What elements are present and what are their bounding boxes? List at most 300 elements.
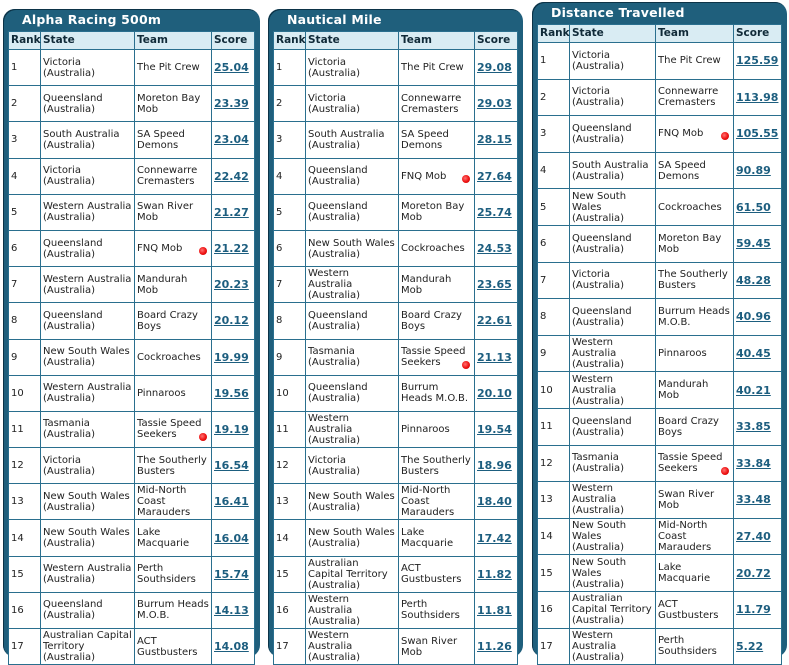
state-cell: South Australia (Australia) [41, 122, 135, 158]
rank-cell: 14 [9, 520, 41, 556]
rank-cell: 15 [274, 556, 306, 592]
rank-cell: 1 [274, 50, 306, 86]
rank-cell: 1 [9, 50, 41, 86]
rank-cell: 12 [274, 448, 306, 484]
table-body [538, 43, 782, 665]
state-cell: Australian Capital Territory (Australia) [41, 629, 135, 665]
team-cell [399, 86, 475, 122]
state-cell: South Australia (Australia) [570, 152, 656, 189]
team-name: Perth Southsiders [658, 635, 717, 658]
score-link[interactable]: 16.54 [214, 459, 249, 473]
team-cell [135, 375, 212, 411]
score-link[interactable]: 22.42 [214, 169, 249, 183]
table-row [274, 411, 518, 447]
column-header-state[interactable]: State [570, 25, 656, 43]
rank-cell: 17 [538, 628, 570, 665]
table-row [538, 299, 782, 336]
table-row [538, 482, 782, 519]
score-cell [475, 375, 518, 411]
table-row [274, 592, 518, 628]
team-name-wrap [401, 527, 472, 549]
score-cell [212, 592, 255, 628]
team-cell [399, 230, 475, 266]
team-name: Mid-North Coast Marauders [401, 485, 455, 519]
team-cell [135, 50, 212, 86]
score-link[interactable]: 21.13 [477, 350, 512, 364]
score-cell [475, 520, 518, 556]
score-cell [734, 152, 782, 189]
score-cell [212, 122, 255, 158]
team-name: SA Speed Demons [137, 128, 185, 151]
team-name-wrap [137, 599, 209, 621]
rank-cell: 16 [274, 592, 306, 628]
team-cell [656, 189, 734, 226]
leaderboard-table [537, 24, 782, 665]
score-link[interactable]: 11.81 [477, 603, 512, 617]
score-link[interactable]: 19.56 [214, 386, 249, 400]
state-cell: Victoria (Australia) [41, 158, 135, 194]
team-name-wrap [401, 599, 472, 621]
table-row [9, 375, 255, 411]
team-name-wrap [658, 599, 731, 621]
score-cell [212, 411, 255, 447]
score-link[interactable]: 33.85 [736, 420, 771, 434]
team-name-wrap [137, 563, 209, 585]
team-name: Mandurah Mob [658, 379, 709, 402]
team-name: FNQ Mob [658, 128, 704, 140]
score-cell [212, 86, 255, 122]
state-cell: New South Wales (Australia) [570, 189, 656, 226]
score-link[interactable]: 23.65 [477, 278, 512, 292]
team-name-wrap [401, 274, 472, 296]
team-name: Burrum Heads M.O.B. [401, 382, 469, 405]
score-link[interactable]: 24.53 [477, 242, 512, 256]
rank-cell: 13 [538, 482, 570, 519]
team-name: Burrum Heads M.O.B. [658, 305, 730, 328]
table-row [9, 592, 255, 628]
state-cell: Queensland (Australia) [41, 592, 135, 628]
rank-cell: 10 [274, 375, 306, 411]
column-header-score[interactable]: Score [734, 25, 782, 43]
state-cell: Queensland (Australia) [570, 225, 656, 262]
rank-cell: 17 [9, 629, 41, 665]
state-cell: Western Australia (Australia) [306, 592, 399, 628]
state-cell: New South Wales (Australia) [306, 484, 399, 520]
table-row [274, 484, 518, 520]
score-link[interactable]: 27.64 [477, 169, 512, 183]
team-name-wrap [137, 274, 209, 296]
table-row [538, 335, 782, 372]
team-name-wrap [658, 348, 731, 359]
table-row [9, 556, 255, 592]
table-row [9, 303, 255, 339]
team-name: The Pit Crew [658, 55, 721, 67]
table-row [9, 484, 255, 520]
team-cell [399, 411, 475, 447]
score-link[interactable]: 16.41 [214, 495, 249, 509]
score-cell [734, 628, 782, 665]
score-link[interactable]: 90.89 [736, 164, 771, 178]
column-header-score[interactable]: Score [475, 32, 518, 50]
team-name: The Southerly Busters [401, 454, 471, 477]
column-header-rank[interactable]: Rank [9, 32, 41, 50]
team-cell [399, 375, 475, 411]
score-link[interactable]: 19.99 [214, 350, 249, 364]
team-cell [656, 225, 734, 262]
team-name-wrap [137, 485, 209, 518]
column-header-rank[interactable]: Rank [274, 32, 306, 50]
score-cell [475, 448, 518, 484]
column-header-rank[interactable]: Rank [538, 25, 570, 43]
leaderboard-panel-distance-travelled [532, 2, 787, 663]
rank-cell: 14 [274, 520, 306, 556]
score-link[interactable]: 5.22 [736, 639, 764, 653]
team-name-wrap [401, 563, 472, 585]
state-cell: Queensland (Australia) [41, 230, 135, 266]
team-name-wrap [658, 379, 731, 401]
team-cell [135, 411, 212, 447]
team-cell [656, 445, 734, 482]
table-header-row [538, 25, 782, 43]
team-name-wrap [137, 455, 209, 477]
score-link[interactable]: 22.61 [477, 314, 512, 328]
red-dot-icon [462, 175, 470, 183]
table-row [538, 555, 782, 592]
team-name: Tassie Speed Seekers [137, 418, 202, 441]
state-cell: Queensland (Australia) [41, 303, 135, 339]
state-cell: New South Wales (Australia) [41, 484, 135, 520]
rank-cell: 12 [9, 448, 41, 484]
panel-title: Nautical Mile [287, 12, 382, 27]
table-row [538, 189, 782, 226]
team-name-wrap [401, 382, 472, 404]
state-cell: Queensland (Australia) [306, 194, 399, 230]
team-name: Swan River Mob [137, 201, 194, 224]
score-link[interactable]: 11.82 [477, 567, 512, 581]
table-body [274, 50, 518, 665]
rank-cell: 12 [538, 445, 570, 482]
score-cell [475, 629, 518, 665]
team-name-wrap [137, 201, 209, 223]
score-cell [212, 339, 255, 375]
team-name-wrap [401, 455, 472, 477]
score-link[interactable]: 14.08 [214, 640, 249, 654]
team-name: The Southerly Busters [658, 269, 728, 292]
score-link[interactable]: 113.98 [736, 90, 779, 104]
score-cell [475, 592, 518, 628]
rank-cell: 17 [274, 629, 306, 665]
state-cell: Western Australia (Australia) [41, 194, 135, 230]
rank-cell: 9 [274, 339, 306, 375]
state-cell: Queensland (Australia) [570, 408, 656, 445]
team-name: Connewarre Cremasters [658, 86, 719, 109]
score-link[interactable]: 33.84 [736, 456, 771, 470]
column-header-team[interactable]: Team [656, 25, 734, 43]
team-name: The Pit Crew [401, 62, 464, 74]
team-cell [135, 194, 212, 230]
team-cell [399, 592, 475, 628]
team-name-wrap [658, 452, 731, 474]
team-cell [656, 116, 734, 153]
score-cell [734, 555, 782, 592]
score-link[interactable]: 61.50 [736, 200, 771, 214]
table-row [9, 267, 255, 303]
score-link[interactable]: 27.40 [736, 530, 771, 544]
team-name: Connewarre Cremasters [137, 165, 198, 188]
score-link[interactable]: 59.45 [736, 237, 771, 251]
column-header-score[interactable]: Score [212, 32, 255, 50]
team-cell [135, 339, 212, 375]
table-row [274, 158, 518, 194]
score-link[interactable]: 28.15 [477, 133, 512, 147]
score-cell [212, 375, 255, 411]
team-name-wrap [401, 636, 472, 658]
table-row [538, 116, 782, 153]
team-cell [135, 520, 212, 556]
score-cell [212, 50, 255, 86]
team-cell [135, 230, 212, 266]
state-cell: Western Australia (Australia) [306, 629, 399, 665]
team-name: Lake Macquarie [658, 562, 711, 585]
table-row [538, 372, 782, 409]
score-link[interactable]: 16.04 [214, 531, 249, 545]
team-name: Pinnaroos [401, 423, 450, 435]
team-name: Lake Macquarie [401, 527, 454, 550]
team-name-wrap [137, 129, 209, 151]
table-header-row [274, 32, 518, 50]
team-name: The Pit Crew [137, 62, 200, 74]
table-row [538, 445, 782, 482]
table-row [9, 339, 255, 375]
state-cell: New South Wales (Australia) [41, 339, 135, 375]
team-name-wrap [401, 485, 472, 518]
team-cell [135, 303, 212, 339]
red-dot-icon [199, 433, 207, 441]
score-link[interactable]: 125.59 [736, 54, 779, 68]
score-cell [212, 556, 255, 592]
score-link[interactable]: 17.42 [477, 531, 512, 545]
state-cell: Western Australia (Australia) [570, 335, 656, 372]
team-cell [399, 520, 475, 556]
team-cell [656, 628, 734, 665]
table-row [274, 267, 518, 303]
state-cell: New South Wales (Australia) [570, 518, 656, 555]
score-cell [212, 520, 255, 556]
state-cell: Victoria (Australia) [41, 448, 135, 484]
team-name-wrap [401, 346, 472, 368]
score-link[interactable]: 20.72 [736, 566, 771, 580]
score-link[interactable]: 19.54 [477, 422, 512, 436]
table-row [9, 448, 255, 484]
team-name: Cockroaches [658, 201, 722, 213]
table-row [274, 122, 518, 158]
team-cell [656, 372, 734, 409]
team-name: Lake Macquarie [137, 527, 190, 550]
team-name: Moreton Bay Mob [658, 232, 722, 255]
table-row [274, 375, 518, 411]
rank-cell: 7 [538, 262, 570, 299]
score-link[interactable]: 25.74 [477, 205, 512, 219]
rank-cell: 8 [274, 303, 306, 339]
score-cell [734, 408, 782, 445]
table-row [538, 591, 782, 628]
state-cell: Queensland (Australia) [41, 86, 135, 122]
team-cell [135, 158, 212, 194]
score-cell [475, 556, 518, 592]
score-cell [475, 50, 518, 86]
score-cell [734, 335, 782, 372]
team-name: Mid-North Coast Marauders [137, 485, 191, 519]
team-cell [656, 555, 734, 592]
team-name-wrap [137, 310, 209, 332]
rank-cell: 10 [538, 372, 570, 409]
score-cell [734, 116, 782, 153]
score-cell [734, 43, 782, 80]
team-name-wrap [401, 62, 472, 73]
score-link[interactable]: 33.48 [736, 493, 771, 507]
team-cell [135, 484, 212, 520]
table-row [9, 411, 255, 447]
team-name-wrap [401, 424, 472, 435]
rank-cell: 15 [538, 555, 570, 592]
score-link[interactable]: 40.21 [736, 383, 771, 397]
rank-cell: 3 [9, 122, 41, 158]
state-cell: Victoria (Australia) [570, 262, 656, 299]
team-name-wrap [658, 635, 731, 657]
team-name: Perth Southsiders [137, 563, 196, 586]
red-dot-icon [721, 467, 729, 475]
state-cell: Australian Capital Territory (Australia) [306, 556, 399, 592]
score-cell [212, 194, 255, 230]
score-link[interactable]: 40.96 [736, 310, 771, 324]
team-cell [135, 267, 212, 303]
team-cell [656, 152, 734, 189]
column-header-state[interactable]: State [306, 32, 399, 50]
score-link[interactable]: 11.26 [477, 640, 512, 654]
rank-cell: 13 [9, 484, 41, 520]
score-link[interactable]: 21.22 [214, 242, 249, 256]
team-name-wrap [658, 128, 731, 139]
score-link[interactable]: 11.79 [736, 603, 771, 617]
team-cell [656, 518, 734, 555]
team-cell [135, 448, 212, 484]
score-link[interactable]: 20.12 [214, 314, 249, 328]
state-cell: Western Australia (Australia) [306, 411, 399, 447]
column-header-state[interactable]: State [41, 32, 135, 50]
state-cell: Victoria (Australia) [570, 79, 656, 116]
team-name: Tassie Speed Seekers [401, 346, 466, 369]
state-cell: Western Australia (Australia) [306, 267, 399, 303]
team-name: ACT Gustbusters [137, 635, 198, 658]
team-cell [399, 556, 475, 592]
team-cell [656, 262, 734, 299]
red-dot-icon [199, 247, 207, 255]
score-cell [475, 267, 518, 303]
score-link[interactable]: 20.23 [214, 278, 249, 292]
score-cell [475, 339, 518, 375]
team-cell [399, 484, 475, 520]
team-cell [656, 335, 734, 372]
column-header-team[interactable]: Team [135, 32, 212, 50]
column-header-team[interactable]: Team [399, 32, 475, 50]
team-name: Pinnaroos [137, 387, 186, 399]
table-header-row [9, 32, 255, 50]
team-name-wrap [658, 306, 731, 328]
team-name-wrap [401, 129, 472, 151]
table-row [9, 86, 255, 122]
team-cell [656, 482, 734, 519]
table-row [538, 152, 782, 189]
team-name: ACT Gustbusters [658, 598, 719, 621]
score-cell [212, 629, 255, 665]
rank-cell: 2 [538, 79, 570, 116]
team-name: Moreton Bay Mob [137, 92, 201, 115]
rank-cell: 8 [538, 299, 570, 336]
team-name: FNQ Mob [401, 170, 447, 182]
team-name-wrap [658, 160, 731, 182]
score-link[interactable]: 23.39 [214, 97, 249, 111]
state-cell: New South Wales (Australia) [306, 520, 399, 556]
score-link[interactable]: 29.08 [477, 61, 512, 75]
state-cell: Queensland (Australia) [306, 375, 399, 411]
team-cell [399, 303, 475, 339]
score-link[interactable]: 21.27 [214, 205, 249, 219]
score-link[interactable]: 18.96 [477, 459, 512, 473]
team-cell [135, 592, 212, 628]
team-name-wrap [401, 243, 472, 254]
team-name: Board Crazy Boys [137, 309, 198, 332]
team-cell [656, 299, 734, 336]
score-link[interactable]: 15.74 [214, 567, 249, 581]
score-link[interactable]: 19.19 [214, 422, 249, 436]
team-name-wrap [137, 243, 209, 254]
rank-cell: 11 [9, 411, 41, 447]
team-cell [399, 194, 475, 230]
score-link[interactable]: 40.45 [736, 347, 771, 361]
team-cell [135, 629, 212, 665]
team-cell [399, 267, 475, 303]
table-row [274, 339, 518, 375]
team-name-wrap [137, 527, 209, 549]
score-link[interactable]: 14.13 [214, 603, 249, 617]
state-cell: Western Australia (Australia) [41, 375, 135, 411]
score-link[interactable]: 105.55 [736, 127, 779, 141]
score-link[interactable]: 29.03 [477, 97, 512, 111]
score-cell [212, 230, 255, 266]
table-row [274, 86, 518, 122]
score-link[interactable]: 18.40 [477, 495, 512, 509]
score-link[interactable]: 48.28 [736, 273, 771, 287]
team-cell [399, 158, 475, 194]
score-link[interactable]: 25.04 [214, 61, 249, 75]
team-name: Board Crazy Boys [401, 309, 462, 332]
score-cell [475, 194, 518, 230]
state-cell: Tasmania (Australia) [306, 339, 399, 375]
state-cell: South Australia (Australia) [306, 122, 399, 158]
score-cell [475, 303, 518, 339]
score-link[interactable]: 23.04 [214, 133, 249, 147]
score-link[interactable]: 20.10 [477, 386, 512, 400]
state-cell: New South Wales (Australia) [41, 520, 135, 556]
table-row [9, 122, 255, 158]
team-name-wrap [137, 93, 209, 115]
team-cell [656, 43, 734, 80]
team-name-wrap [137, 418, 209, 440]
table-row [274, 629, 518, 665]
team-name: Moreton Bay Mob [401, 201, 465, 224]
state-cell: Queensland (Australia) [306, 158, 399, 194]
team-name: Mandurah Mob [137, 273, 188, 296]
